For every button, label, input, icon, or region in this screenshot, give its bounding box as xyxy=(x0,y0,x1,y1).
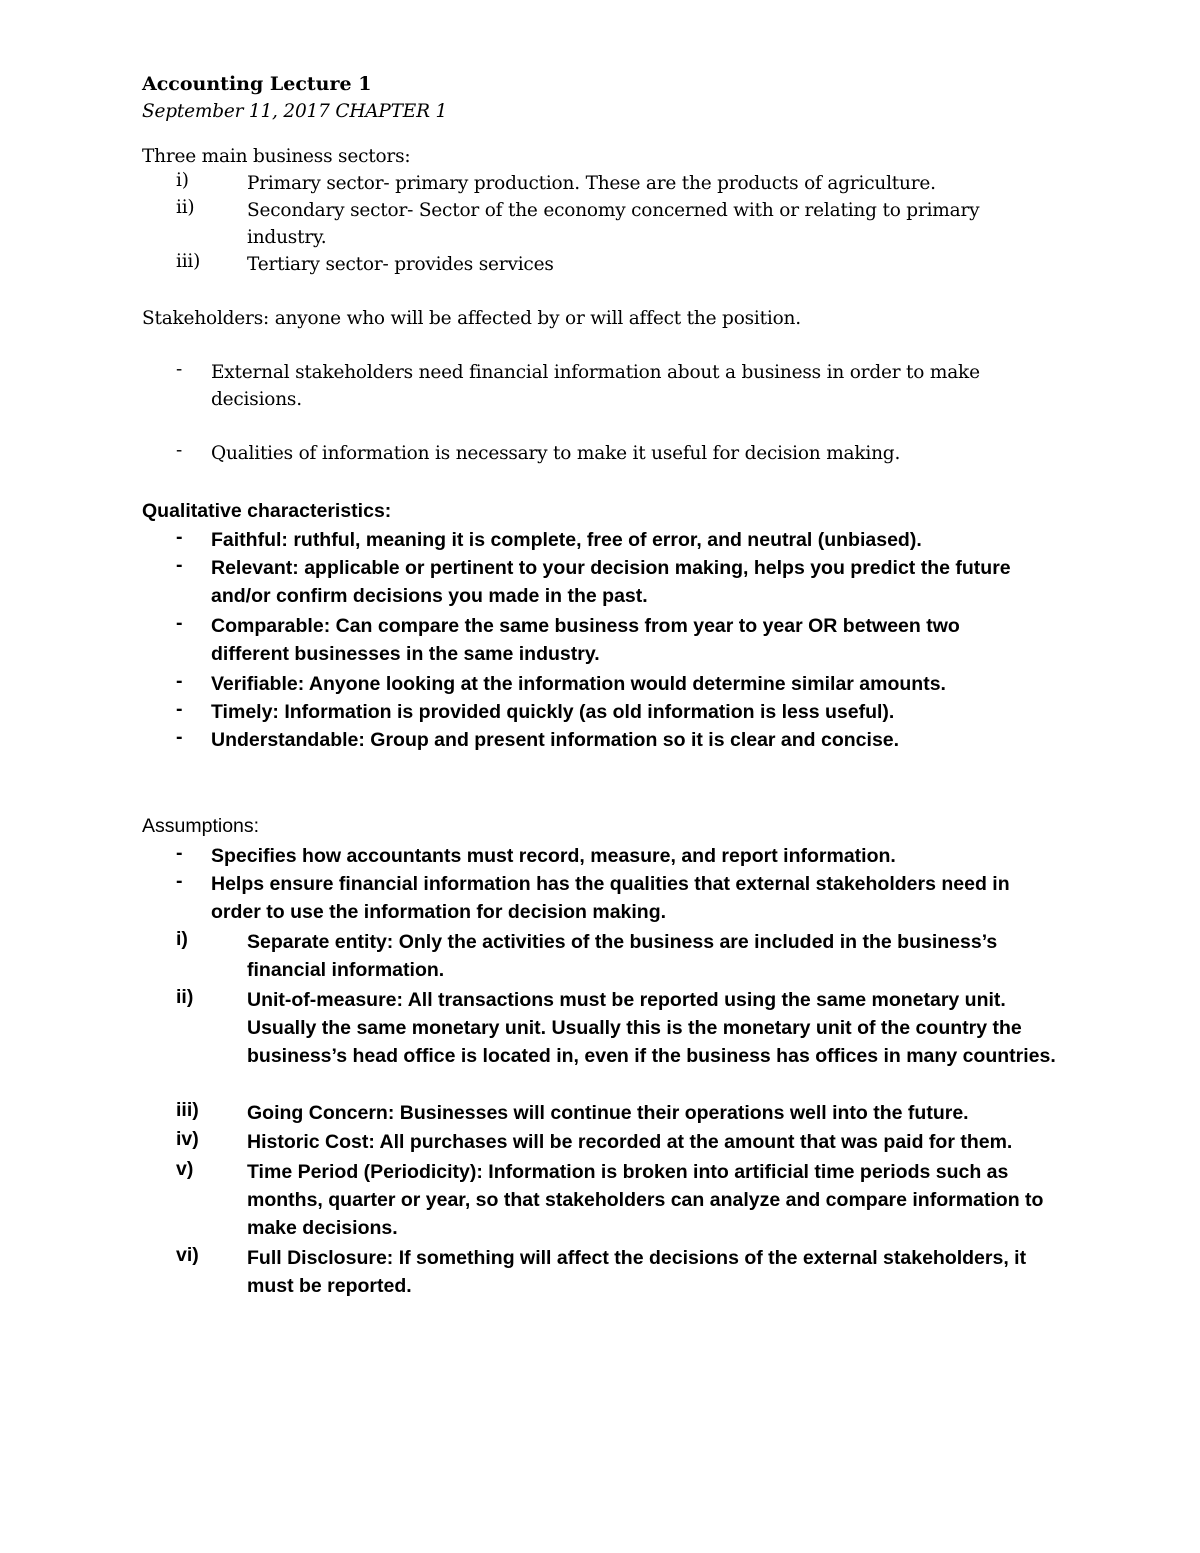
bullet-marker: - xyxy=(176,698,183,720)
list-marker: vi) xyxy=(176,1244,199,1266)
bullet-marker: - xyxy=(176,612,183,634)
bullet-text: Verifiable: Anyone looking at the information would determine similar amounts. xyxy=(211,673,946,695)
bullet-text: Helps ensure financial information has the qualities that external stakeholders need in order to use the information for decision making. xyxy=(211,873,1010,923)
list-text: Secondary sector- Sector of the economy concerned with or relating to primary industry. xyxy=(247,200,980,248)
list-marker: i) xyxy=(176,928,188,950)
list-text: Going Concern: Businesses will continue their operations well into the future. xyxy=(247,1102,969,1124)
list-marker: ii) xyxy=(176,197,195,218)
list-text: Separate entity: Only the activities of the business are included in the business’s financial information. xyxy=(247,931,998,981)
list-marker: iii) xyxy=(176,1099,199,1121)
list-marker: ii) xyxy=(176,986,194,1008)
bullet-marker: - xyxy=(176,842,183,864)
bullet-marker: - xyxy=(176,554,183,576)
list-marker: v) xyxy=(176,1158,194,1180)
list-text: Primary sector- primary production. These are the products of agriculture. xyxy=(247,173,936,194)
list-text: Time Period (Periodicity): Information is broken into artificial time periods such as months, quarter or year, so that stakeholders can analyze and compare information to make decisions. xyxy=(247,1161,1044,1239)
assumptions-heading: Assumptions: xyxy=(142,815,260,837)
bullet-text: Comparable: Can compare the same business from year to year OR between two different businesses in the same industry. xyxy=(211,615,960,665)
list-marker: i) xyxy=(176,170,189,191)
bullet-text: Understandable: Group and present information so it is clear and concise. xyxy=(211,729,900,751)
bullet-text: External stakeholders need financial information about a business in order to make decisions. xyxy=(211,362,980,410)
sectors-heading: Three main business sectors: xyxy=(142,146,411,167)
list-text: Unit-of-measure: All transactions must be reported using the same monetary unit. Usually the same monetary unit. Usually this is the monetary unit of the country the business’s head office is located in, even if the business has offices in many countries. xyxy=(247,989,1056,1067)
stakeholders-definition: Stakeholders: anyone who will be affected by or will affect the position. xyxy=(142,308,801,329)
bullet-marker: - xyxy=(176,440,183,461)
list-marker: iii) xyxy=(176,251,201,272)
qualitative-heading: Qualitative characteristics: xyxy=(142,500,392,522)
list-text: Tertiary sector- provides services xyxy=(247,254,554,275)
bullet-marker: - xyxy=(176,526,183,548)
list-marker: iv) xyxy=(176,1128,199,1150)
list-text: Historic Cost: All purchases will be recorded at the amount that was paid for them. xyxy=(247,1131,1013,1153)
bullet-text: Specifies how accountants must record, measure, and report information. xyxy=(211,845,896,867)
bullet-text: Faithful: ruthful, meaning it is complete, free of error, and neutral (unbiased). xyxy=(211,529,922,551)
bullet-text: Relevant: applicable or pertinent to your decision making, helps you predict the future and/or confirm decisions you made in the past. xyxy=(211,557,1011,607)
bullet-marker: - xyxy=(176,870,183,892)
bullet-text: Timely: Information is provided quickly (as old information is less useful). xyxy=(211,701,895,723)
bullet-marker: - xyxy=(176,670,183,692)
list-text: Full Disclosure: If something will affect the decisions of the external stakeholders, it must be reported. xyxy=(247,1247,1027,1297)
document-subtitle: September 11, 2017 CHAPTER 1 xyxy=(142,101,448,122)
bullet-marker: - xyxy=(176,359,183,380)
document-title: Accounting Lecture 1 xyxy=(142,73,372,95)
bullet-marker: - xyxy=(176,726,183,748)
bullet-text: Qualities of information is necessary to make it useful for decision making. xyxy=(211,443,901,464)
